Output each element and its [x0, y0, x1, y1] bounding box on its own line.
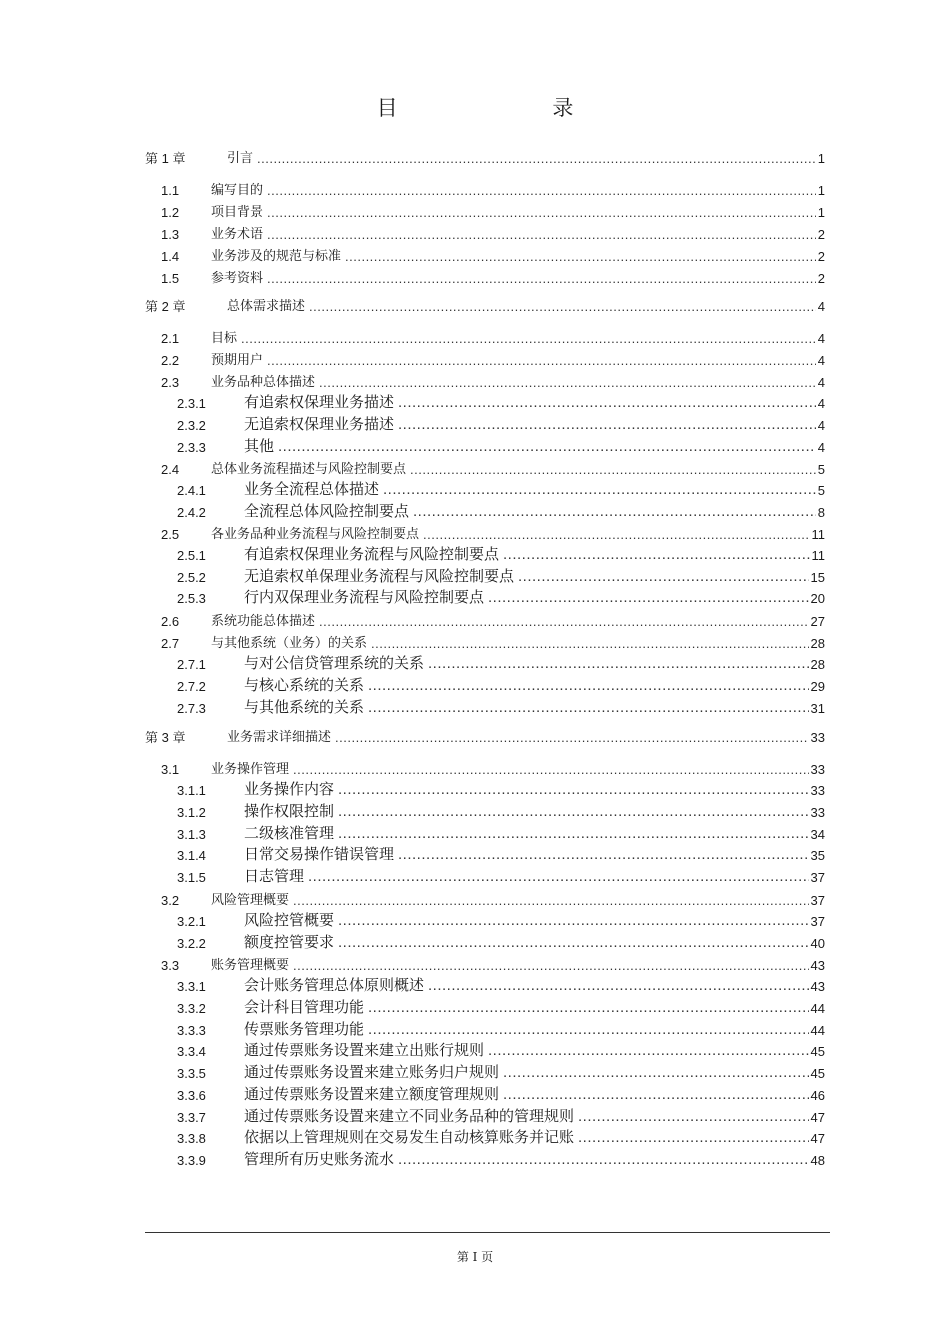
toc-entry-page: 40	[810, 936, 825, 951]
toc-leader-dots	[338, 826, 809, 841]
toc-leader-dots	[293, 959, 809, 972]
toc-entry-title: 额度控管要求	[244, 933, 335, 951]
toc-entry[interactable]	[177, 1152, 825, 1167]
toc-leader-dots	[338, 782, 809, 797]
toc-entry-title: 有追索权保理业务描述	[244, 393, 395, 411]
toc-entry-title: 二级核准管理	[244, 824, 335, 842]
toc-leader-dots	[293, 894, 809, 907]
toc-entry-title: 操作权限控制	[244, 802, 335, 820]
toc-entry-page: 31	[810, 701, 825, 716]
toc-entry-title: 编写目的	[211, 183, 264, 198]
toc-entry-page: 35	[810, 848, 825, 863]
toc-entry-number: 2.4	[161, 462, 180, 477]
toc-entry-number: 3.3.3	[177, 1023, 206, 1038]
toc-entry[interactable]	[177, 978, 825, 993]
footer-divider	[145, 1232, 830, 1233]
toc-entry-page: 11	[811, 548, 825, 563]
toc-entry-title: 无追索权保理业务描述	[244, 415, 395, 433]
toc-entry-title: 参考资料	[211, 271, 264, 286]
toc-entry-title: 与对公信贷管理系统的关系	[244, 654, 425, 672]
toc-entry-number: 3.3.7	[177, 1110, 206, 1125]
toc-entry-title: 通过传票账务设置来建立不同业务品种的管理规则	[244, 1107, 575, 1125]
toc-entry[interactable]	[177, 1109, 825, 1124]
toc-entry-number: 2.4.1	[177, 483, 206, 498]
toc-entry-page: 2	[817, 227, 825, 242]
toc-entry-number: 3.2.2	[177, 936, 206, 951]
toc-leader-dots	[368, 1000, 809, 1015]
toc-entry-number: 3.2.1	[177, 914, 206, 929]
toc-entry-number: 3.3.5	[177, 1066, 206, 1081]
toc-entry-number: 2.7	[161, 636, 180, 651]
toc-leader-dots	[293, 763, 809, 776]
toc-leader-dots	[278, 439, 816, 454]
toc-entry-title: 项目背景	[211, 205, 264, 220]
toc-leader-dots	[518, 569, 809, 584]
toc-entry-number: 第 1 章	[145, 151, 186, 166]
toc-entry[interactable]	[161, 959, 825, 972]
toc-entry[interactable]	[177, 1130, 825, 1145]
toc-entry-page: 43	[810, 958, 825, 973]
toc-entry-number: 3.1	[161, 762, 180, 777]
toc-entry[interactable]	[177, 826, 825, 841]
toc-entry-page: 37	[810, 893, 825, 908]
toc-entry-title: 业务操作内容	[244, 780, 335, 798]
toc-entry-number: 2.5.3	[177, 591, 206, 606]
toc-entry[interactable]	[177, 1043, 825, 1058]
toc-leader-dots	[368, 1022, 809, 1037]
toc-leader-dots	[368, 678, 809, 693]
toc-leader-dots	[267, 272, 816, 285]
toc-entry-page: 8	[817, 505, 825, 520]
toc-entry-page: 47	[810, 1131, 825, 1146]
toc-entry[interactable]	[161, 332, 825, 345]
toc-leader-dots	[241, 332, 816, 345]
toc-leader-dots	[309, 300, 816, 313]
toc-entry-title: 预期用户	[211, 353, 264, 368]
toc-entry-page: 4	[817, 418, 825, 433]
toc-entry-page: 37	[810, 870, 825, 885]
toc-entry[interactable]	[161, 272, 825, 285]
toc-leader-dots	[488, 590, 809, 605]
toc-leader-dots	[410, 463, 816, 476]
page-footer: 第 I 页	[456, 1250, 494, 1264]
toc-entry-number: 2.5.1	[177, 548, 206, 563]
toc-entry-page: 37	[810, 914, 825, 929]
toc-entry-number: 3.3	[161, 958, 180, 973]
toc-leader-dots	[267, 206, 816, 219]
toc-leader-dots	[503, 1065, 809, 1080]
toc-entry-number: 3.3.1	[177, 979, 206, 994]
toc-entry-title: 通过传票账务设置来建立额度管理规则	[244, 1085, 500, 1103]
toc-leader-dots	[345, 250, 816, 263]
toc-entry-title: 总体业务流程描述与风险控制要点	[211, 462, 407, 477]
toc-leader-dots	[338, 804, 809, 819]
toc-entry-page: 4	[817, 299, 825, 314]
toc-leader-dots	[413, 504, 816, 519]
toc-entry-number: 1.2	[161, 205, 180, 220]
toc-entry-page: 33	[810, 762, 825, 777]
toc-entry-page: 11	[811, 527, 825, 542]
toc-entry-page: 44	[810, 1023, 825, 1038]
toc-entry[interactable]	[145, 731, 825, 744]
toc-entry-page: 4	[817, 353, 825, 368]
toc-entry[interactable]	[177, 869, 825, 884]
toc-entry-page: 33	[810, 783, 825, 798]
toc-entry-page: 4	[817, 396, 825, 411]
toc-entry-title: 风险控管概要	[244, 911, 335, 929]
toc-leader-dots	[338, 913, 809, 928]
toc-entry-number: 2.2	[161, 353, 180, 368]
toc-leader-dots	[338, 935, 809, 950]
toc-entry[interactable]	[145, 152, 825, 165]
toc-entry[interactable]	[177, 700, 825, 715]
toc-entry-number: 2.1	[161, 331, 180, 346]
toc-entry-page: 45	[810, 1044, 825, 1059]
toc-entry-number: 3.2	[161, 893, 180, 908]
toc-entry[interactable]	[177, 1087, 825, 1102]
toc-entry[interactable]	[177, 847, 825, 862]
toc-entry-number: 3.3.9	[177, 1153, 206, 1168]
toc-leader-dots	[267, 354, 816, 367]
toc-entry-page: 1	[817, 205, 825, 220]
toc-entry[interactable]	[177, 395, 825, 410]
toc-leader-dots	[319, 615, 809, 628]
toc-entry-title: 引言	[227, 151, 254, 166]
toc-entry[interactable]	[177, 782, 825, 797]
toc-entry[interactable]	[161, 463, 825, 476]
toc-entry[interactable]	[177, 547, 825, 562]
toc-leader-dots	[398, 417, 816, 432]
toc-entry[interactable]	[161, 354, 825, 367]
toc-entry-title: 有追索权保理业务流程与风险控制要点	[244, 545, 500, 563]
toc-entry[interactable]	[161, 376, 825, 389]
toc-entry-page: 27	[810, 614, 825, 629]
toc-entry-number: 3.3.2	[177, 1001, 206, 1016]
toc-entry-title: 目标	[211, 331, 238, 346]
toc-leader-dots	[383, 482, 816, 497]
toc-entry-title: 日常交易操作错误管理	[244, 845, 395, 863]
toc-leader-dots	[488, 1043, 809, 1058]
toc-entry-title: 全流程总体风险控制要点	[244, 502, 410, 520]
toc-entry-number: 3.3.4	[177, 1044, 206, 1059]
page-title: 目 录	[376, 96, 648, 120]
toc-entry-page: 29	[810, 679, 825, 694]
toc-leader-dots	[398, 1152, 809, 1167]
toc-entry[interactable]	[177, 804, 825, 819]
toc-entry-page: 4	[817, 331, 825, 346]
toc-leader-dots	[503, 1087, 809, 1102]
toc-entry-title: 与其他系统的关系	[244, 698, 365, 716]
toc-leader-dots	[257, 152, 816, 165]
toc-entry-number: 2.7.1	[177, 657, 206, 672]
toc-entry-page: 20	[810, 591, 825, 606]
toc-entry-number: 3.3.6	[177, 1088, 206, 1103]
toc-entry[interactable]	[145, 300, 825, 313]
toc-entry[interactable]	[161, 894, 825, 907]
toc-leader-dots	[335, 731, 809, 744]
toc-entry-number: 2.7.3	[177, 701, 206, 716]
toc-entry-page: 48	[810, 1153, 825, 1168]
toc-leader-dots	[578, 1109, 809, 1124]
toc-leader-dots	[308, 869, 809, 884]
toc-entry-title: 风险管理概要	[211, 893, 290, 908]
toc-entry-number: 2.6	[161, 614, 180, 629]
toc-entry[interactable]	[161, 763, 825, 776]
toc-leader-dots	[428, 978, 809, 993]
toc-leader-dots	[267, 184, 816, 197]
toc-entry-page: 28	[810, 636, 825, 651]
toc-entry[interactable]	[161, 206, 825, 219]
toc-entry-title: 业务品种总体描述	[211, 375, 316, 390]
toc-entry-title: 通过传票账务设置来建立账务归户规则	[244, 1063, 500, 1081]
toc-entry-number: 2.3.1	[177, 396, 206, 411]
toc-entry-number: 1.4	[161, 249, 180, 264]
toc-entry-title: 依据以上管理规则在交易发生自动核算账务并记账	[244, 1128, 575, 1146]
toc-entry-page: 43	[810, 979, 825, 994]
toc-entry[interactable]	[177, 656, 825, 671]
toc-entry-number: 3.1.5	[177, 870, 206, 885]
toc-leader-dots	[398, 847, 809, 862]
toc-entry-number: 2.5.2	[177, 570, 206, 585]
toc-entry[interactable]	[177, 417, 825, 432]
toc-entry-page: 28	[810, 657, 825, 672]
toc-entry-title: 各业务品种业务流程与风险控制要点	[211, 527, 420, 542]
toc-entry-number: 3.3.8	[177, 1131, 206, 1146]
toc-entry-page: 34	[810, 827, 825, 842]
toc-entry-title: 日志管理	[244, 867, 305, 885]
toc-entry-page: 1	[817, 151, 825, 166]
toc-entry-number: 1.3	[161, 227, 180, 242]
toc-entry-number: 2.3.3	[177, 440, 206, 455]
toc-leader-dots	[368, 700, 809, 715]
toc-entry-number: 第 3 章	[145, 730, 186, 745]
toc-entry-number: 2.3.2	[177, 418, 206, 433]
toc-entry-page: 33	[810, 805, 825, 820]
toc-entry-page: 4	[817, 440, 825, 455]
toc-entry-title: 总体需求描述	[227, 299, 306, 314]
toc-entry-title: 业务术语	[211, 227, 264, 242]
toc-entry[interactable]	[177, 439, 825, 454]
toc-entry[interactable]	[161, 528, 825, 541]
toc-entry-page: 5	[817, 462, 825, 477]
toc-entry[interactable]	[177, 569, 825, 584]
toc-entry-number: 第 2 章	[145, 299, 186, 314]
toc-entry-number: 1.5	[161, 271, 180, 286]
toc-entry[interactable]	[177, 678, 825, 693]
toc-entry-title: 业务需求详细描述	[227, 730, 332, 745]
toc-entry[interactable]	[177, 1022, 825, 1037]
toc-entry-page: 1	[817, 183, 825, 198]
toc-entry[interactable]	[177, 504, 825, 519]
toc-entry-number: 1.1	[161, 183, 180, 198]
toc-entry-title: 管理所有历史账务流水	[244, 1150, 395, 1168]
toc-entry-title: 业务操作管理	[211, 762, 290, 777]
toc-entry-title: 系统功能总体描述	[211, 614, 316, 629]
toc-entry-page: 46	[810, 1088, 825, 1103]
toc-entry[interactable]	[177, 1000, 825, 1015]
toc-entry-title: 行内双保理业务流程与风险控制要点	[244, 588, 485, 606]
toc-entry-page: 2	[817, 249, 825, 264]
toc-entry-number: 2.3	[161, 375, 180, 390]
toc-entry-title: 其他	[244, 437, 275, 455]
toc-leader-dots	[428, 656, 809, 671]
toc-entry-page: 44	[810, 1001, 825, 1016]
toc-entry[interactable]	[161, 637, 825, 650]
toc-entry[interactable]	[177, 913, 825, 928]
toc-leader-dots	[423, 528, 809, 541]
toc-entry[interactable]	[161, 184, 825, 197]
toc-entry-number: 2.7.2	[177, 679, 206, 694]
toc-entry-title: 与核心系统的关系	[244, 676, 365, 694]
toc-entry-title: 业务全流程总体描述	[244, 480, 380, 498]
toc-entry[interactable]	[177, 590, 825, 605]
toc-entry[interactable]	[161, 250, 825, 263]
toc-entry-title: 无追索权单保理业务流程与风险控制要点	[244, 567, 515, 585]
toc-leader-dots	[267, 228, 816, 241]
toc-leader-dots	[578, 1130, 809, 1145]
toc-entry-title: 通过传票账务设置来建立出账行规则	[244, 1041, 485, 1059]
toc-entry-page: 47	[810, 1110, 825, 1125]
toc-entry-page: 2	[817, 271, 825, 286]
toc-entry-title: 与其他系统（业务）的关系	[211, 636, 368, 651]
toc-entry-title: 业务涉及的规范与标准	[211, 249, 342, 264]
toc-entry-number: 3.1.2	[177, 805, 206, 820]
toc-entry-title: 传票账务管理功能	[244, 1020, 365, 1038]
toc-entry-title: 会计科目管理功能	[244, 998, 365, 1016]
toc-leader-dots	[371, 637, 809, 650]
toc-entry[interactable]	[161, 228, 825, 241]
toc-entry-number: 3.1.1	[177, 783, 206, 798]
toc-leader-dots	[319, 376, 816, 389]
toc-entry-page: 33	[810, 730, 825, 745]
toc-entry-number: 2.5	[161, 527, 180, 542]
toc-entry[interactable]	[177, 482, 825, 497]
toc-leader-dots	[398, 395, 816, 410]
toc-entry[interactable]	[161, 615, 825, 628]
toc-entry-title: 会计账务管理总体原则概述	[244, 976, 425, 994]
toc-entry-page: 45	[810, 1066, 825, 1081]
toc-entry[interactable]	[177, 1065, 825, 1080]
toc-entry[interactable]	[177, 935, 825, 950]
toc-entry-page: 5	[817, 483, 825, 498]
toc-entry-page: 15	[810, 570, 825, 585]
toc-entry-title: 账务管理概要	[211, 958, 290, 973]
toc-entry-number: 2.4.2	[177, 505, 206, 520]
toc-entry-number: 3.1.4	[177, 848, 206, 863]
toc-entry-number: 3.1.3	[177, 827, 206, 842]
toc-leader-dots	[503, 547, 809, 562]
toc-entry-page: 4	[817, 375, 825, 390]
